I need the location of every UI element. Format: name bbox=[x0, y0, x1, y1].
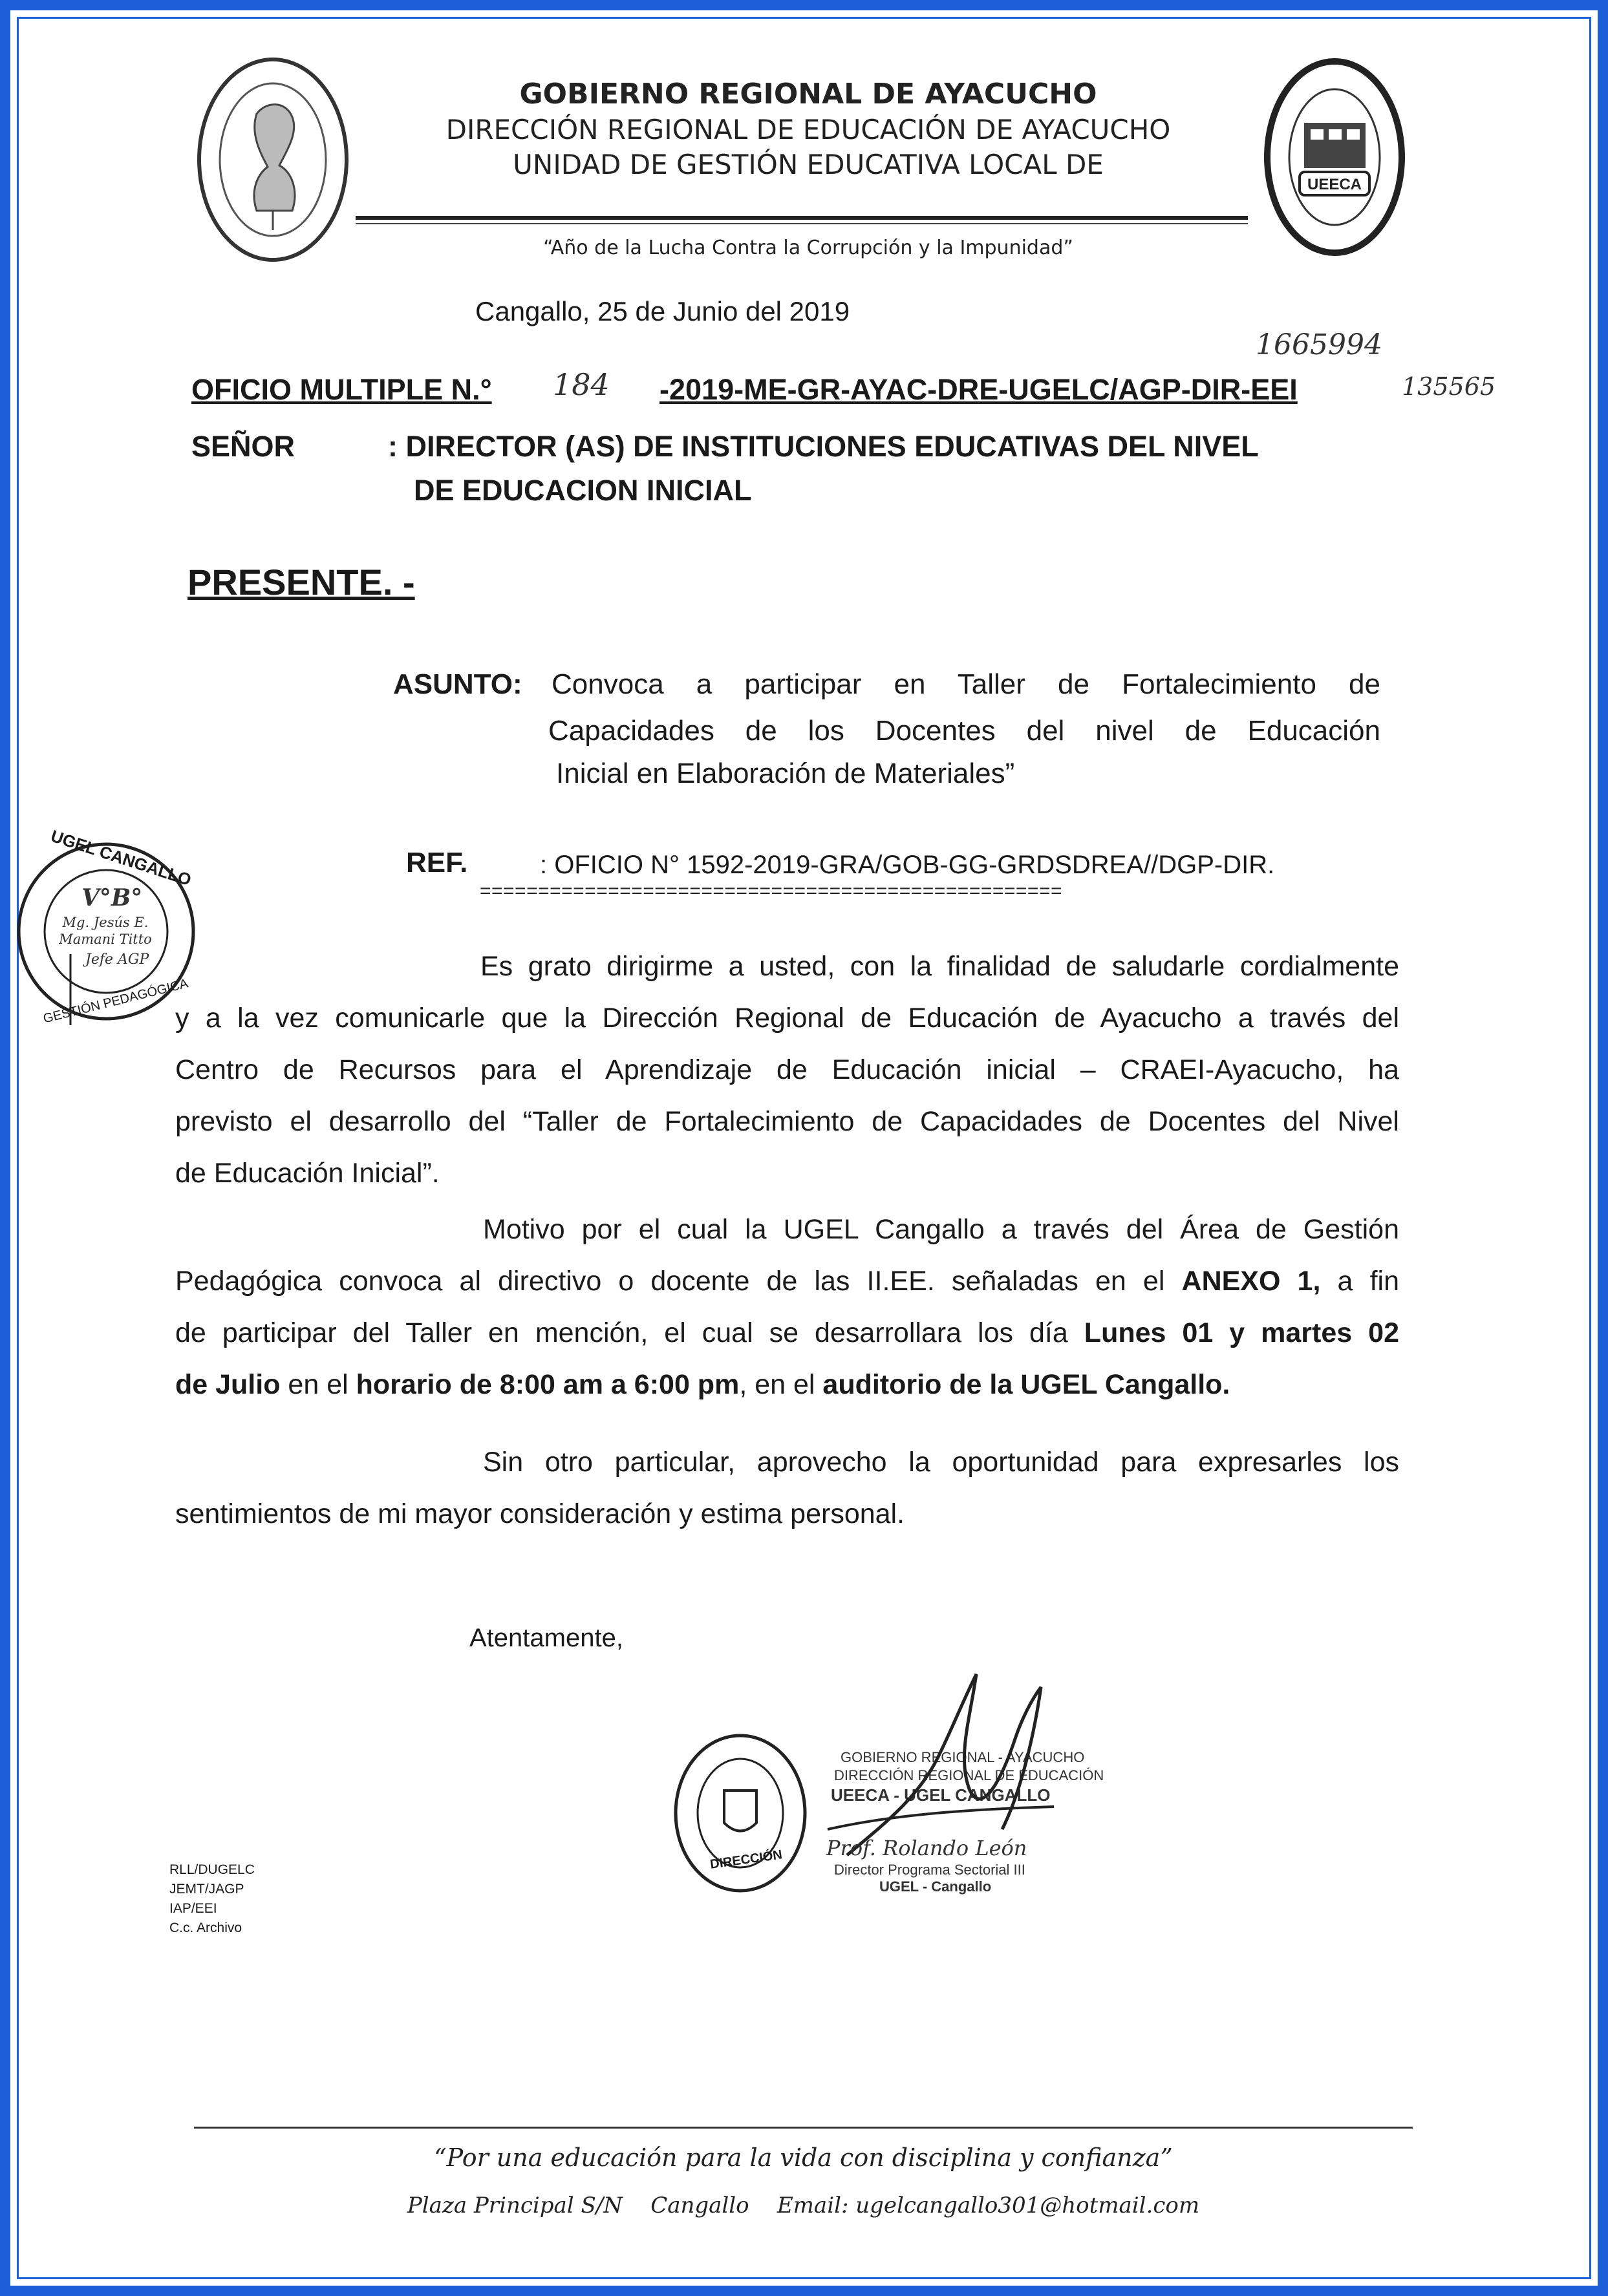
direction-seal-ring: DIRECCIÓN bbox=[709, 1847, 784, 1872]
closing: Atentamente, bbox=[469, 1624, 623, 1652]
p1-line-3: Centro de Recursos para el Aprendizaje de Educación inicial – CRAEI-Ayacucho, ha bbox=[175, 1054, 1399, 1085]
p3-line-2: sentimientos de mi mayor consideración y estima personal. bbox=[175, 1498, 905, 1529]
oficio-handwritten-number: 184 bbox=[553, 367, 610, 402]
body-paragraph-3 bbox=[175, 1436, 1399, 1540]
body-paragraph-1 bbox=[175, 941, 1399, 1199]
p2-schedule: horario de 8:00 am a 6:00 pm bbox=[356, 1369, 740, 1400]
handwritten-number-side: 135565 bbox=[1402, 372, 1496, 401]
initials-line: C.c. Archivo bbox=[169, 1920, 242, 1935]
ref-separator: ================================================== bbox=[480, 880, 1062, 902]
p2-line-2a: Pedagógica convoca al directivo o docente de las II.EE. señaladas en el bbox=[175, 1266, 1165, 1297]
p2-anexo: ANEXO 1, bbox=[1181, 1266, 1321, 1297]
header-line-1: GOBIERNO REGIONAL DE AYACUCHO bbox=[519, 78, 1097, 111]
recipient-line-2: DE EDUCACION INICIAL bbox=[414, 474, 752, 507]
asunto-line-3: Inicial en Elaboración de Materiales” bbox=[556, 758, 1015, 789]
p2-venue: auditorio de la UGEL Cangallo. bbox=[822, 1369, 1230, 1400]
footer-slogan: “Por una educación para la vida con disciplina y confianza” bbox=[434, 2143, 1173, 2172]
vb-stamp-ring-bottom: GESTIÓN PEDAGÓGICA bbox=[41, 976, 190, 1026]
signer-title: Director Programa Sectorial III bbox=[834, 1862, 1025, 1878]
footer-address: Plaza Principal S/N Cangallo Email: ugelcangallo301@hotmail.com bbox=[407, 2193, 1200, 2218]
ref-label: REF. bbox=[406, 847, 468, 878]
body-paragraph-2 bbox=[175, 1204, 1399, 1410]
footer-rule bbox=[194, 2127, 1413, 2129]
seal-right-badge: UEECA bbox=[1307, 176, 1362, 193]
ueeca-seal-right bbox=[1264, 58, 1405, 256]
header-motto: “Año de la Lucha Contra la Corrupción y la Impunidad” bbox=[543, 237, 1073, 259]
asunto-line-1: Convoca a participar en Taller de Fortalecimiento de bbox=[552, 668, 1380, 700]
regional-seal-left bbox=[195, 56, 350, 264]
p1-line-2: y a la vez comunicarle que la Dirección Regional de Educación de Ayacucho a través del bbox=[175, 1003, 1399, 1034]
handwritten-number-top: 1665994 bbox=[1256, 328, 1382, 361]
signature-stamp-line-1: GOBIERNO REGIONAL - AYACUCHO bbox=[841, 1749, 1085, 1765]
signer-name: Prof. Rolando León bbox=[826, 1836, 1027, 1860]
asunto-label: ASUNTO: bbox=[393, 668, 522, 700]
p1-line-4: previsto el desarrollo del “Taller de Fortalecimiento de Capacidades de Docentes del Nivel bbox=[175, 1106, 1399, 1137]
p3-line-1: Sin otro particular, aprovecho la oportunidad para expresarles los bbox=[483, 1447, 1399, 1478]
p2-line-4d: , en el bbox=[739, 1369, 815, 1400]
vb-mark: V°B° bbox=[81, 884, 143, 911]
vb-stamp-name: Mg. Jesús E. Mamani Titto bbox=[59, 915, 152, 947]
oficio-suffix: -2019-ME-GR-AYAC-DRE-UGELC/AGP-DIR-EEI bbox=[659, 373, 1298, 406]
oficio-prefix: OFICIO MULTIPLE N.° bbox=[191, 373, 492, 406]
ref-text: : OFICIO N° 1592-2019-GRA/GOB-GG-GRDSDREA//DGP-DIR. bbox=[540, 851, 1275, 879]
signer-unit: UGEL - Cangallo bbox=[879, 1878, 992, 1895]
p2-line-2c: a fin bbox=[1337, 1266, 1399, 1297]
p1-line-5: de Educación Inicial”. bbox=[175, 1158, 440, 1189]
p2-month: de Julio bbox=[175, 1369, 281, 1400]
vb-stamp-role: Jefe AGP bbox=[85, 951, 149, 968]
initials-line: RLL/DUGELC bbox=[169, 1862, 255, 1877]
header-line-3: UNIDAD DE GESTIÓN EDUCATIVA LOCAL DE bbox=[513, 149, 1104, 180]
recipient-label: SEÑOR bbox=[191, 430, 295, 463]
header-line-2: DIRECCIÓN REGIONAL DE EDUCACIÓN DE AYACUCHO bbox=[445, 114, 1171, 145]
presente: PRESENTE. - bbox=[188, 562, 415, 602]
place-date: Cangallo, 25 de Junio del 2019 bbox=[475, 296, 850, 326]
header-rule-thin bbox=[356, 223, 1248, 224]
p2-line-4b: en el bbox=[288, 1369, 348, 1400]
initials-block bbox=[169, 1860, 255, 1938]
p2-line-1: Motivo por el cual la UGEL Cangallo a través del Área de Gestión bbox=[483, 1214, 1399, 1245]
direction-seal bbox=[672, 1732, 808, 1894]
header-rule bbox=[356, 216, 1248, 220]
p2-line-3a: de participar del Taller en mención, el cual se desarrollara los día bbox=[175, 1317, 1068, 1348]
initials-line: JEMT/JAGP bbox=[169, 1882, 244, 1897]
recipient-line-1: : DIRECTOR (AS) DE INSTITUCIONES EDUCATIVAS DEL NIVEL bbox=[388, 430, 1259, 463]
signature-stamp-line-2: DIRECCIÓN REGIONAL DE EDUCACIÓN bbox=[834, 1767, 1104, 1783]
signature-stamp-line-3: UEECA - UGEL CANGALLO bbox=[831, 1785, 1051, 1805]
initials-line: IAP/EEI bbox=[169, 1901, 217, 1916]
p1-line-1: Es grato dirigirme a usted, con la finalidad de saludarle cordialmente bbox=[480, 951, 1399, 982]
p2-dates: Lunes 01 y martes 02 bbox=[1084, 1317, 1399, 1348]
vb-stamp-ring: UGEL CANGALLO bbox=[48, 825, 194, 890]
vb-stamp bbox=[9, 825, 197, 1026]
asunto-line-2: Capacidades de los Docentes del nivel de Educación bbox=[548, 715, 1380, 747]
